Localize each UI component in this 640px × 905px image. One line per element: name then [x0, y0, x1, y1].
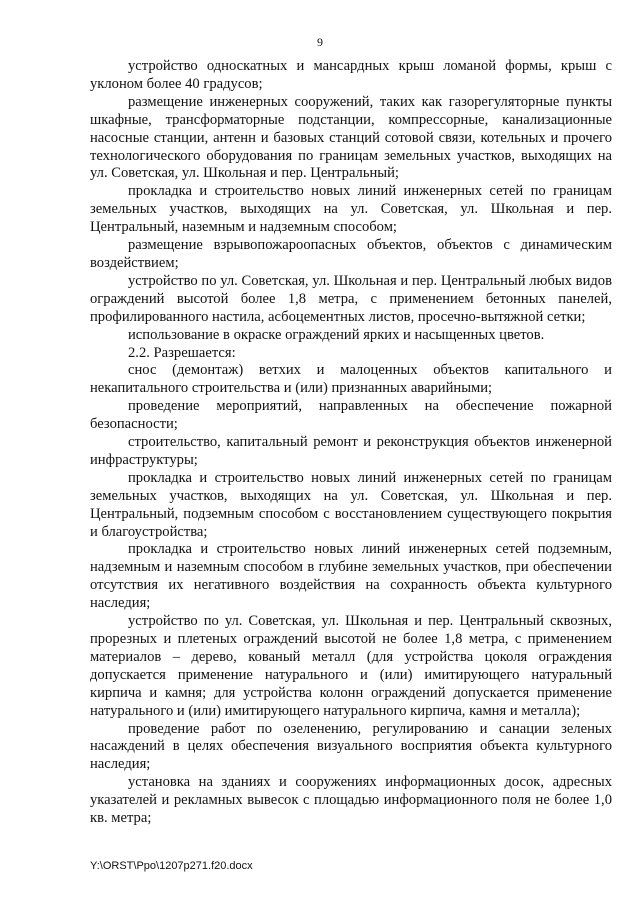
paragraph: проведение работ по озеленению, регулированию и санации зеленых насаждений в целях обеспечения визуального восприятия объекта культурного наследия;	[90, 720, 612, 773]
paragraph: прокладка и строительство новых линий инженерных сетей подземным, надземным и наземным способом в глубине земельных участков, при обеспечении отсутствия их негативного воздействия на сохранность объекта культурного наследия;	[90, 541, 612, 612]
paragraph: использование в окраске ограждений ярких и насыщенных цветов.	[128, 326, 545, 343]
paragraph: размещение взрывопожароопасных объектов, объектов с динамическим воздействием;	[90, 237, 612, 271]
section-heading: 2.2. Разрешается:	[128, 344, 236, 361]
paragraph: устройство односкатных и мансардных крыш ломаной формы, крыш с уклоном более 40 градусов;	[90, 58, 612, 92]
paragraph: устройство по ул. Советская, ул. Школьная и пер. Центральный сквозных, прорезных и плетеных ограждений высотой не более 1,8 метра, с применением материалов – дерево, кованый металл (для устройства цоколя ограждения допускается применение натурального и (или) имитирующего натуральный кирпича и камня; для устройства колонн ограждений допускается применение натурального и (или) имитирующего натурального кирпича, камня и металла);	[90, 613, 612, 719]
paragraph: устройство по ул. Советская, ул. Школьная и пер. Центральный любых видов ограждений высотой более 1,8 метра, с применением бетонных панелей, профилированного настила, асбоцементных листов, просечно-вытяжной сетки;	[90, 272, 612, 325]
document-body	[90, 58, 612, 828]
paragraph: проведение мероприятий, направленных на обеспечение пожарной безопасности;	[90, 398, 612, 433]
page-number: 9	[317, 35, 323, 49]
paragraph: размещение инженерных сооружений, таких как газорегуляторные пункты шкафные, трансформаторные подстанции, компрессорные, канализационные насосные станции, антенн и базовых станций сотовой связи, котельных и прочего технологического оборудования по границам земельных участков, выходящих на ул. Советская, ул. Школьная и пер. Центральный;	[90, 93, 612, 182]
footer-file-path: Y:\ORST\Ppo\1207p271.f20.docx	[90, 860, 253, 872]
paragraph: прокладка и строительство новых линий инженерных сетей по границам земельных участков, выходящих на ул. Советская, ул. Школьная и пер. Центральный, подземным способом с восстановлением существующего покрытия и благоустройства;	[90, 469, 612, 540]
paragraph: снос (демонтаж) ветхих и малоценных объектов капитального и некапитального строительства и (или) признанных аварийными;	[90, 362, 612, 397]
paragraph: строительство, капитальный ремонт и реконструкция объектов инженерной инфраструктуры;	[90, 434, 612, 468]
paragraph: установка на зданиях и сооружениях информационных досок, адресных указателей и рекламных вывесок с площадью информационного поля не более 1,0 кв. метра;	[90, 774, 612, 827]
paragraph: прокладка и строительство новых линий инженерных сетей по границам земельных участков, выходящих на ул. Советская, ул. Школьная и пер. Центральный, наземным и надземным способом;	[90, 183, 612, 236]
